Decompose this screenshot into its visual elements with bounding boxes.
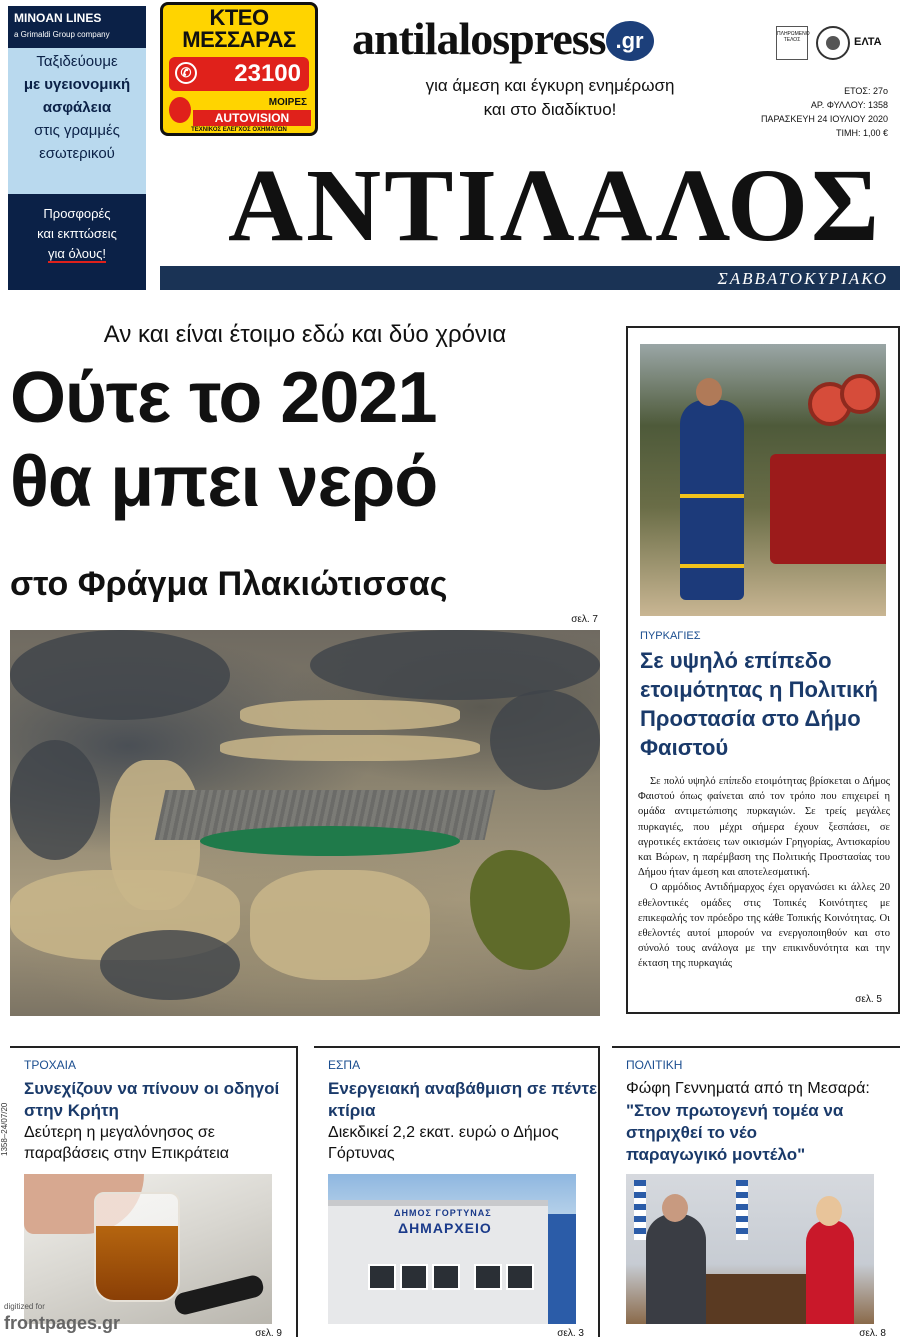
firefighter-photo <box>640 344 886 616</box>
dam-aerial-photo <box>10 630 600 1016</box>
kteo-title <box>163 7 315 51</box>
elta-logo: ΕΛΤΑ <box>854 36 882 48</box>
badge-text: ΠΛΗΡΩΜΕΝΟ ΤΕΛΟΣ <box>777 31 810 43</box>
story-headline-pre: Φώφη Γεννηματά από τη Μεσαρά: <box>626 1080 870 1097</box>
minoan-offer <box>8 194 146 290</box>
story-subhead: Δεύτερη η μεγαλόνησος σε παραβάσεις στην Επικράτεια <box>24 1124 229 1162</box>
issue-date: ΠΑΡΑΣΚΕΥΗ 24 ΙΟΥΛΙΟΥ 2020 <box>760 114 888 124</box>
story-page-ref: σελ. 3 <box>557 1328 584 1337</box>
story-page-ref: σελ. 9 <box>255 1328 282 1337</box>
story-politics[interactable] <box>612 1046 900 1337</box>
building-sign: ΔΗΜΟΣ ΓΟΡΤΥΝΑΣ <box>394 1208 492 1218</box>
tagline <box>360 74 740 122</box>
fire-category: ΠΥΡΚΑΓΙΕΣ <box>640 630 701 642</box>
kteo-phone-number: 23100 <box>234 60 301 87</box>
seal-icon <box>816 26 850 60</box>
footer-digitized: digitized for <box>4 1302 45 1311</box>
lead-subhead: στο Φράγμα Πλακιώτισσας <box>10 565 448 603</box>
story-subhead: Διεκδικεί 2,2 εκατ. ευρώ ο Δήμος Γόρτυνας <box>328 1124 559 1162</box>
fire-paragraph: Ο αρμόδιος Αντιδήμαρχος έχει οργανώσει κι άλλες 20 εθελοντικές ομάδες στις Τοπικές Κοινότητες με επικεφαλής τον πρόεδρο της κάθε Τοπικής Κοινότητας. Οι εθελοντές αυτοί μπορούν να ενεργοποιηθούν και στο σύνολό τους ανάλογα με την επικινδυνότητα και την έκταση της πυρκαγιάς <box>638 882 890 970</box>
fire-headline: Σε υψηλό επίπεδο ετοιμότητας η Πολιτική Προστασία στο Δήμο Φαιστού <box>640 648 878 760</box>
edition-label: ΣΑΒΒΑΤΟΚΥΡΙΑΚΟ <box>717 269 888 288</box>
kteo-town: ΜΟΙΡΕΣ <box>268 97 307 108</box>
site-tld: .gr <box>606 21 654 61</box>
minoan-offer-line: Προσφορές <box>43 206 111 221</box>
story-headline: Συνεχίζουν να πίνουν οι οδηγοί στην Κρήτη <box>24 1079 280 1120</box>
story-traffic[interactable] <box>10 1046 298 1337</box>
lead-headline-line: θα μπει νερό <box>10 442 438 522</box>
story-page-ref: σελ. 8 <box>859 1328 886 1337</box>
story-category: ΤΡΟΧΑΙΑ <box>24 1058 77 1072</box>
building-sign: ΔΗΜΑΡΧΕΙΟ <box>398 1220 492 1236</box>
kteo-line: ΚΤΕΟ <box>209 5 269 30</box>
fire-paragraph: Σε πολύ υψηλό επίπεδο ετοιμότητας βρίσκεται ο Δήμος Φαιστού όπως φαίνεται από τον τρόπο που επιχειρεί η ομάδα αντιμετώπισης πυρκαγιών. Σε τρείς μεγάλες πυρκαγιές, που μέχρι σήμερα έχουν ξεσπάσει, σε αγροτικές εκτάσεις των οικισμών Γρηγορίας, Αντισκαρίου και Βώρων, η παρέμβαση της Πολιτικής Προστασίας του Δήμου ήταν άμεση και αποτελεσματική. <box>638 776 890 879</box>
minoan-offer-line: για όλους! <box>47 246 107 261</box>
meeting-photo <box>626 1174 874 1324</box>
lead-kicker: Αν και είναι έτοιμο εδώ και δύο χρόνια <box>103 321 507 348</box>
minoan-brand: MINOAN LINES <box>14 11 102 25</box>
phone-icon: ✆ <box>175 62 197 84</box>
lead-headline-line: Ούτε το 2021 <box>10 358 437 438</box>
kteo-line: ΜΕΣΣΑΡΑΣ <box>182 27 296 52</box>
footer-site: frontpages.gr <box>4 1313 121 1333</box>
fire-story-box[interactable] <box>626 326 900 1014</box>
minoan-logo-bar <box>8 6 146 48</box>
story-headline: Ενεργειακή αναβάθμιση σε πέντε κτίρια <box>328 1079 598 1120</box>
minoan-line: Ταξιδεύουμε <box>36 53 118 70</box>
kteo-messaras-ad[interactable] <box>160 2 318 136</box>
town-hall-photo <box>328 1174 576 1324</box>
footer-watermark <box>4 1302 134 1334</box>
minoan-line: εσωτερικού <box>39 145 115 162</box>
paid-postage-badge <box>776 26 808 60</box>
story-espa[interactable] <box>314 1046 600 1337</box>
minoan-line: στις γραμμές <box>34 122 120 139</box>
site-name: antilalospress <box>352 13 606 64</box>
minoan-lines-ad[interactable] <box>8 6 146 290</box>
story-headline: "Στον πρωτογενή τομέα να στηριχθεί το νέο παραγωγικό μοντέλο" <box>626 1101 844 1164</box>
newspaper-title: ΑΝΤΙΛΑΛΟΣ <box>227 148 883 263</box>
minoan-group: a Grimaldi Group company <box>14 30 110 39</box>
story-category: ΠΟΛΙΤΙΚΗ <box>626 1058 683 1072</box>
lead-headline[interactable] <box>10 356 610 524</box>
lead-page-ref: σελ. 7 <box>571 614 598 625</box>
fire-body <box>638 774 890 972</box>
issue-year: ΕΤΟΣ: 27ο <box>844 86 888 96</box>
minoan-line: με υγειονομική <box>23 76 131 93</box>
minoan-ad-text <box>12 50 142 165</box>
minoan-line: ασφάλεια <box>42 99 112 116</box>
kteo-phone <box>169 57 309 91</box>
tagline-line: και στο διαδίκτυο! <box>483 100 617 119</box>
tagline-line: για άμεση και έγκυρη ενημέρωση <box>425 76 675 95</box>
postal-badges <box>776 26 896 62</box>
issue-number: ΑΡ. ΦΥΛΛΟΥ: 1358 <box>810 100 888 110</box>
issue-info <box>740 84 888 140</box>
minoan-offer-line: και εκπτώσεις <box>37 226 117 241</box>
antilalospress-logo[interactable] <box>352 13 736 64</box>
issue-price: ΤΙΜΗ: 1,00 € <box>835 128 888 138</box>
kteo-subtitle: ΤΕΧΝΙΚΟΣ ΕΛΕΓΧΟΣ ΟΧΗΜΑΤΩΝ <box>191 127 287 133</box>
car-icon <box>169 97 191 123</box>
autovision-brand: AUTOVISION <box>193 110 311 126</box>
fire-page-ref: σελ. 5 <box>855 994 882 1005</box>
story-category: ΕΣΠΑ <box>328 1058 361 1072</box>
issue-side-code: 1358–24/07/20 <box>0 1102 9 1156</box>
